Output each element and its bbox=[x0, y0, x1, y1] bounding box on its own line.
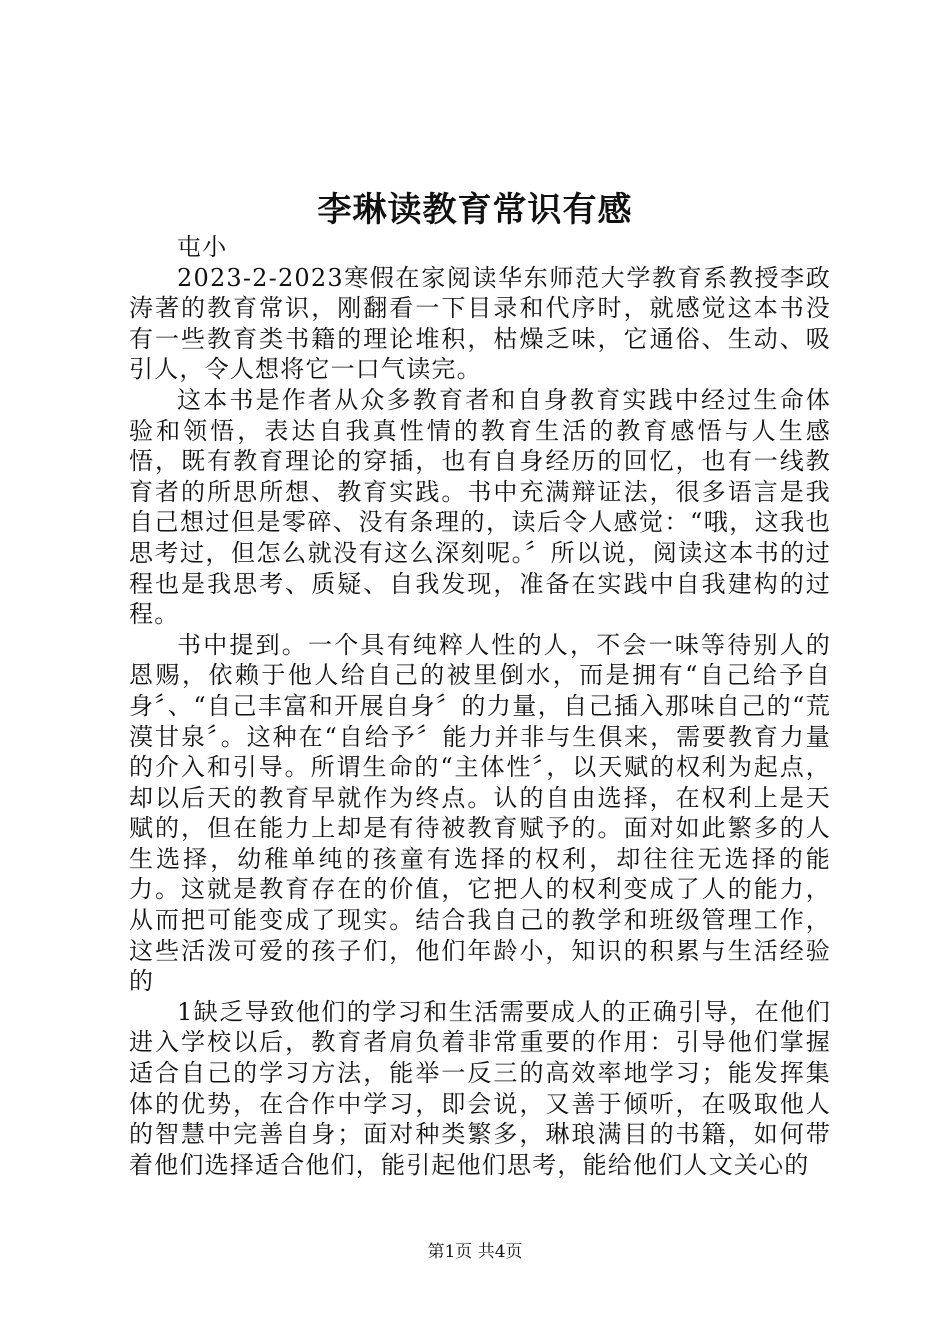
document-body bbox=[129, 232, 831, 1180]
paragraph: 2023-2-2023寒假在家阅读华东师范大学教育系教授李政涛著的教育常识，刚翻看一下目录和代序时，就感觉这本书没有一些教育类书籍的理论堆积，枯燥乏味，它通俗、生动、吸引人，令人想将它一口气读完。 bbox=[129, 263, 831, 384]
paragraph: 1缺乏导致他们的学习和生活需要成人的正确引导，在他们进入学校以后，教育者肩负着非常重要的作用：引导他们掌握适合自己的学习方法，能举一反三的高效率地学习；能发挥集体的优势，在合作中学习，即会说，又善于倾听，在吸取他人的智慧中完善自身；面对种类繁多，琳琅满目的书籍，如何带着他们选择适合他们，能引起他们思考，能给他们人文关心的 bbox=[129, 997, 831, 1179]
document-title: 李琳读教育常识有感 bbox=[317, 190, 633, 230]
paragraph: 这本书是作者从众多教育者和自身教育实践中经过生命体验和领悟，表达自我真性情的教育生活的教育感悟与人生感悟，既有教育理论的穿插，也有自身经历的回忆，也有一线教育者的所思所想、教育实践。书中充满辩证法，很多语言是我自己想过但是零碎、没有条理的，读后令人感觉：“哦，这我也思考过，但怎么就没有这么深刻呢。〞所以说，阅读这本书的过程也是我思考、质疑、自我发现，准备在实践中自我建构的过程。 bbox=[129, 385, 831, 629]
paragraph: 书中提到。一个具有纯粹人性的人，不会一味等待别人的恩赐，依赖于他人给自己的被里倒水，而是拥有“自己给予自身〞、“自己丰富和开展自身〞的力量，自己插入那味自己的“荒漠甘泉〞。这种在“自给予〞能力并非与生俱来，需要教育力量的介入和引导。所谓生命的“主体性〞，以天赋的权利为起点，却以后天的教育早就作为终点。认的自由选择，在权利上是天赋的，但在能力上却是有待被教育赋予的。面对如此繁多的人生选择，幼稚单纯的孩童有选择的权利，却往往无选择的能力。这就是教育存在的价值，它把人的权利变成了人的能力，从而把可能变成了现实。结合我自己的教学和班级管理工作，这些活泼可爱的孩子们，他们年龄小，知识的积累与生活经验的 bbox=[129, 630, 831, 996]
author-line: 屯小 bbox=[177, 233, 228, 261]
page-number-footer: 第1页 共4页 bbox=[427, 1242, 523, 1262]
